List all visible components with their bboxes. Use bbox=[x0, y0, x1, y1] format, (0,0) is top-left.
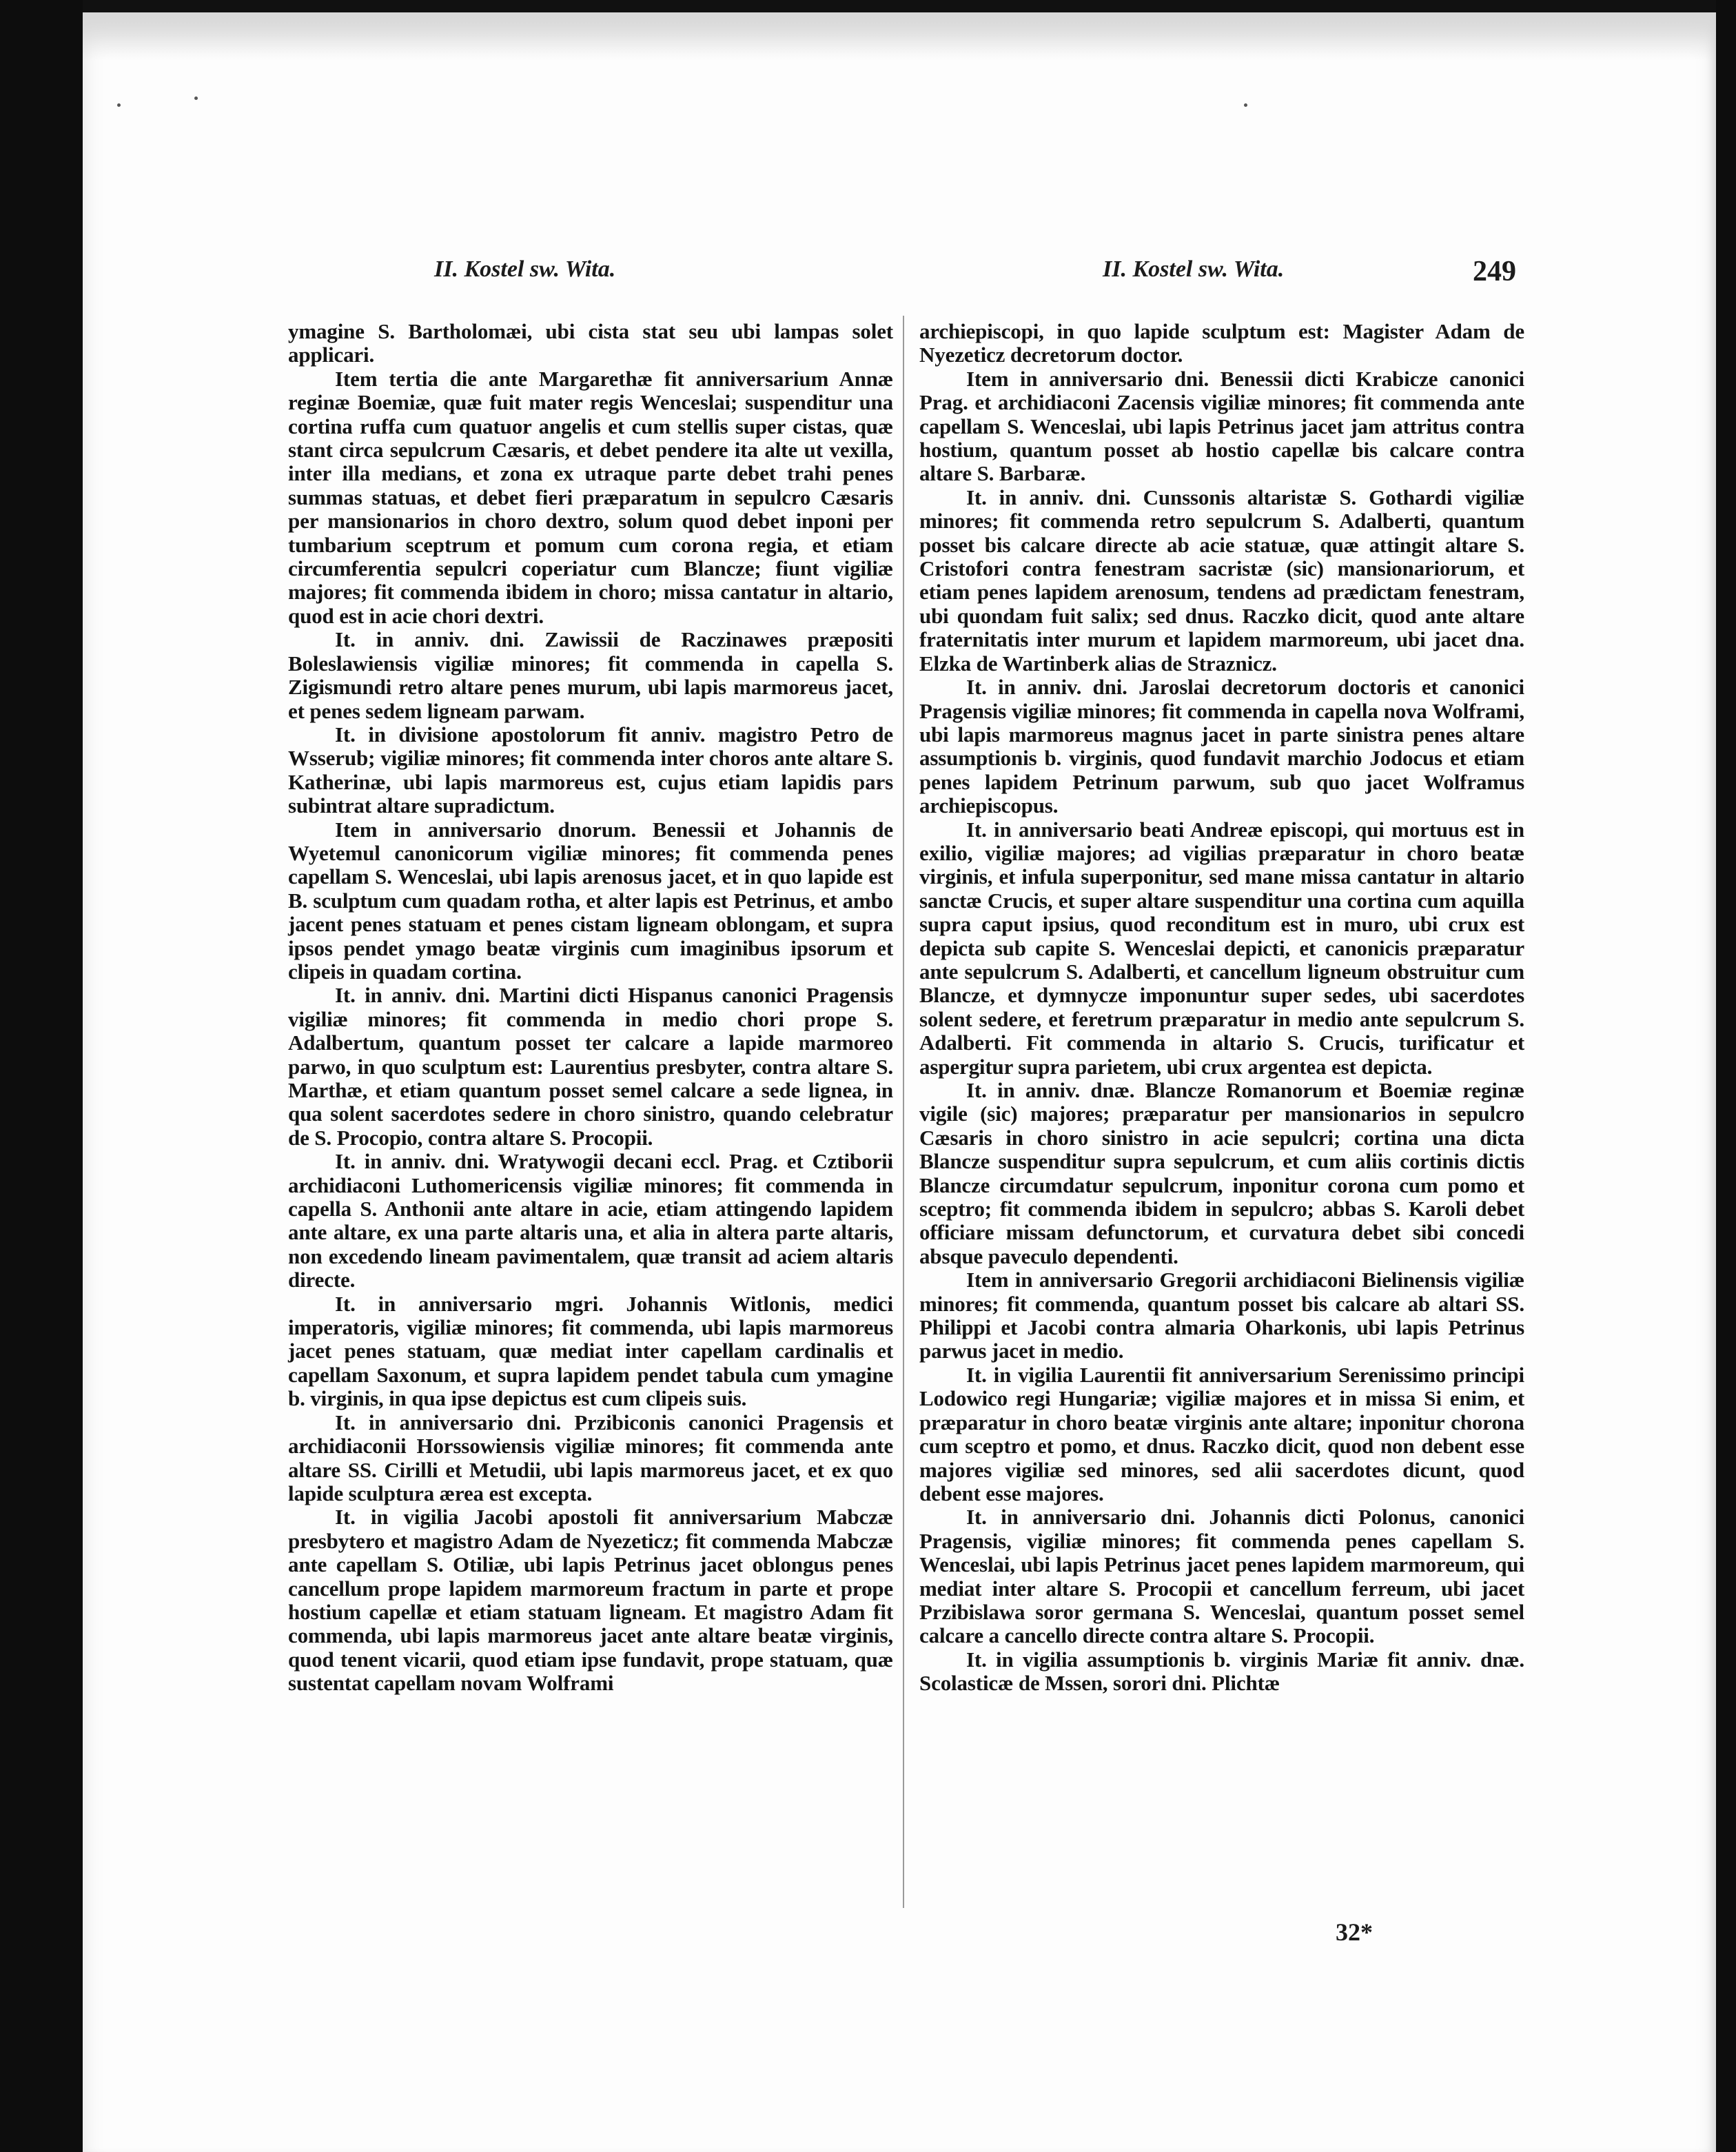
paragraph: It. in anniv. dni. Jaroslai decretorum doctoris et canonici Pragensis vigiliæ minores; fit commenda in capella nova Wolframi, ubi lapis marmoreus magnus jacet in parte sinistra penes altare assumptionis b. virginis, quod fundavit marchio Jodocus et etiam penes lapidem Petrinum parwum, sub quo jacet Wolframus archiepiscopus. bbox=[919, 675, 1524, 818]
running-head-right: II. Kostel sw. Wita. bbox=[1103, 256, 1285, 282]
running-head-left: II. Kostel sw. Wita. bbox=[434, 256, 616, 282]
paragraph: It. in anniv. dni. Zawissii de Raczinawes præpositi Boleslawiensis vigiliæ minores; fit commenda in capella S. Zigismundi retro altare penes murum, ubi lapis marmoreus jacet, et penes sedem ligneam parwam. bbox=[288, 627, 893, 723]
paper-top-shadow bbox=[83, 12, 1716, 61]
right-column bbox=[919, 320, 1524, 1696]
paragraph: It. in vigilia Laurentii fit anniversarium Serenissimo principi Lodowico regi Hungariæ; vigiliæ majores et in missa Si enim, et præparatur in choro beatæ virginis ante altare; inponitur chorona cum sceptro et pomo, et dnus. Raczko dicit, quod non debent esse majores vigiliæ sed minores, sed alii sacerdotes dicunt, quod debent esse majores. bbox=[919, 1362, 1524, 1505]
dust-speck bbox=[117, 103, 121, 107]
paragraph: It. in anniv. dni. Wratywogii decani eccl. Prag. et Cztiborii archidiaconi Luthomericensis vigiliæ minores; fit commenda in capella S. Anthonii ante altare in acie, etiam attingendo lapidem ante altare, ex una parte altaris una, et alia in altera parte altaris, non excedendo lineam pavimentalem, quæ transit ad aciem altaris directe. bbox=[288, 1149, 893, 1292]
paragraph: It. in anniversario beati Andreæ episcopi, qui mortuus est in exilio, vigiliæ majores; ad vigilias præparatur in choro beatæ virginis, et infula superponitur, sed mane missa cantatur in altario sanctæ Crucis, et super altare suspenditur una cortina cum aquilla supra caput ipsius, quod reconditum est in muro, ubi crux est depicta sub capite S. Wenceslai depicti, et canonicis præparatur ante sepulcrum S. Adalberti, et cancellum ligneum obstruitur cum Blancze, et dymnycze imponuntur super sedes, ubi sacerdotes solent sedere, et feretrum præparatur in medio ante sepulcrum S. Adalberti. Fit commenda in altario S. Crucis, turificatur et aspergitur supra parietem, ubi crux argentea est depicta. bbox=[919, 817, 1524, 1079]
paragraph: It. in anniv. dnæ. Blancze Romanorum et Boemiæ reginæ vigile (sic) majores; præparatur per mansionarios in sepulcro Cæsaris in choro sinistro in acie sepulcri; cortina una dicta Blancze suspenditur supra sepulcrum, et cum aliis cortinis dictis Blancze circumdatur sepulcrum, inponitur corona cum pomo et sceptro; fit commenda ibidem in sepulcro; abbas S. Karoli debet officiare missam defunctorum, et curvatura debet sibi concedi absque paveculo dependenti. bbox=[919, 1078, 1524, 1268]
dust-speck bbox=[194, 97, 198, 100]
paragraph: archiepiscopi, in quo lapide sculptum est: Magister Adam de Nyezeticz decretorum doctor. bbox=[919, 319, 1524, 367]
paragraph: ymagine S. Bartholomæi, ubi cista stat seu ubi lampas solet applicari. bbox=[288, 319, 893, 367]
left-column bbox=[288, 320, 893, 1696]
paragraph: It. in anniv. dni. Cunssonis altaristæ S. Gothardi vigiliæ minores; fit commenda retro sepulcrum S. Adalberti, quantum posset bis calcare directe ab acie statuæ, quæ attingit altare S. Cristofori contra fenestram sacristæ (sic) mansionariorum, et etiam penes lapidem arenosum, tendens ad prædictam fenestram, ubi quondam fuit salix; sed dnus. Raczko dicit, quod ante altare fraternitatis inter murum et lapidem marmoreum, ubi jacet dna. Elzka de Wartinberk alias de Straznicz. bbox=[919, 485, 1524, 676]
paragraph: It. in anniversario mgri. Johannis Witlonis, medici imperatoris, vigiliæ minores; fit commenda, ubi lapis marmoreus jacet penes statuam, quæ mediat inter capellam cardinalis et capellam Saxonum, et supra lapidem pendet tabula cum ymagine b. virginis, in qua ipse depictus est cum clipeis suis. bbox=[288, 1291, 893, 1411]
running-header bbox=[289, 256, 1516, 298]
paragraph: It. in vigilia Jacobi apostoli fit anniversarium Mabczæ presbytero et magistro Adam de Nyezeticz; fit commenda Mabczæ ante capellam S. Otiliæ, ubi lapis Petrinus jacet oblongus penes cancellum prope lapidem marmoreum fractum in parte et prope hostium capellæ et etiam statuam ligneam. Et magistro Adam fit commenda, ubi lapis marmoreus jacet ante altare beatæ virginis, quod tenent vicarii, quod etiam ipse fundavit, prope statuam, quæ sustentat capellam novam Wolframi bbox=[288, 1505, 893, 1696]
page-number: 249 bbox=[1473, 256, 1516, 287]
scan-border-left bbox=[0, 0, 83, 2152]
paragraph: It. in anniv. dni. Martini dicti Hispanus canonici Pragensis vigiliæ minores; fit commenda in medio chori prope S. Adalbertum, quantum posset ter calcare a lapide marmoreo parwo, in quo sculptum est: Laurentius presbyter, contra altare S. Marthæ, et etiam quantum posset semel calcare a sede lignea, in qua solent sacerdotes sedere in choro sinistro, quando celebratur de S. Procopio, contra altare S. Procopii. bbox=[288, 983, 893, 1150]
paragraph: Item in anniversario dni. Benessii dicti Krabicze canonici Prag. et archidiaconi Zacensis vigiliæ minores; fit commenda ante capellam S. Wenceslai, ubi lapis Petrinus jacet jam attritus contra hostium, quantum posset ab hostio capellæ bis calcare contra altare S. Barbaræ. bbox=[919, 366, 1524, 486]
signature-mark: 32* bbox=[1336, 1918, 1373, 1946]
column-divider bbox=[903, 316, 904, 1908]
paragraph: It. in vigilia assumptionis b. virginis Mariæ fit anniv. dnæ. Scolasticæ de Mssen, sorori dni. Plichtæ bbox=[919, 1647, 1524, 1696]
dust-speck bbox=[1244, 103, 1247, 107]
paragraph: It. in anniversario dni. Przibiconis canonici Pragensis et archidiaconii Horssowiensis vigiliæ minores; fit commenda ante altare SS. Cirilli et Metudii, ubi lapis marmoreus jacet, et ex quo lapide sculptura ærea est excepta. bbox=[288, 1410, 893, 1505]
paragraph: It. in anniversario dni. Johannis dicti Polonus, canonici Pragensis, vigiliæ minores; fit commenda penes capellam S. Wenceslai, ubi lapis Petrinus jacet penes lapidem marmoreum, qui mediat inter altare S. Procopii et cancellum ferreum, ubi jacet Przibislawa soror germana S. Wenceslai, quantum posset semel calcare a cancello directe contra altare S. Procopii. bbox=[919, 1505, 1524, 1648]
paragraph: Item in anniversario dnorum. Benessii et Johannis de Wyetemul canonicorum vigiliæ minores; fit commenda penes capellam S. Wenceslai, ubi lapis arenosus jacet, et in quo lapide est B. sculptum cum quadam rotha, et alter lapis est Petrinus, et ambo jacent penes statuam et penes cistam ligneam oblongam, et supra ipsos pendet ymago beatæ virginis cum imaginibus ipsorum et clipeis in quadam cortina. bbox=[288, 817, 893, 984]
paragraph: Item tertia die ante Margarethæ fit anniversarium Annæ reginæ Boemiæ, quæ fuit mater regis Wenceslai; suspenditur una cortina ruffa cum quatuor angelis et cum stellis super cistas, quæ stant circa sepulcrum Cæsaris, et debet pendere ita alte ut vexilla, inter illa medians, et zona ex utraque parte debet trahi penes summas statuas, et debet fieri præparatum in sepulcro Cæsaris per mansionarios in choro dextro, solum quod debet inponi per tumbarium sceptrum et pomum cum corona regia, et etiam circumferentia sepulcri coperiatur cum Blancze; fiunt vigiliæ majores; fit commenda ibidem in choro; missa cantatur in altario, quod est in acie chori dextri. bbox=[288, 366, 893, 628]
paragraph: It. in divisione apostolorum fit anniv. magistro Petro de Wsserub; vigiliæ minores; fit commenda inter choros ante altare S. Katherinæ, ubi lapis marmoreus est, cujus etiam lapidis pars subintrat altare supradictum. bbox=[288, 722, 893, 818]
scan-border-right bbox=[1716, 0, 1736, 2152]
paragraph: Item in anniversario Gregorii archidiaconi Bielinensis vigiliæ minores; fit commenda, quantum posset bis calcare ab altari SS. Philippi et Jacobi contra almaria Oharkonis, ubi lapis Petrinus parwus jacet in medio. bbox=[919, 1268, 1524, 1363]
